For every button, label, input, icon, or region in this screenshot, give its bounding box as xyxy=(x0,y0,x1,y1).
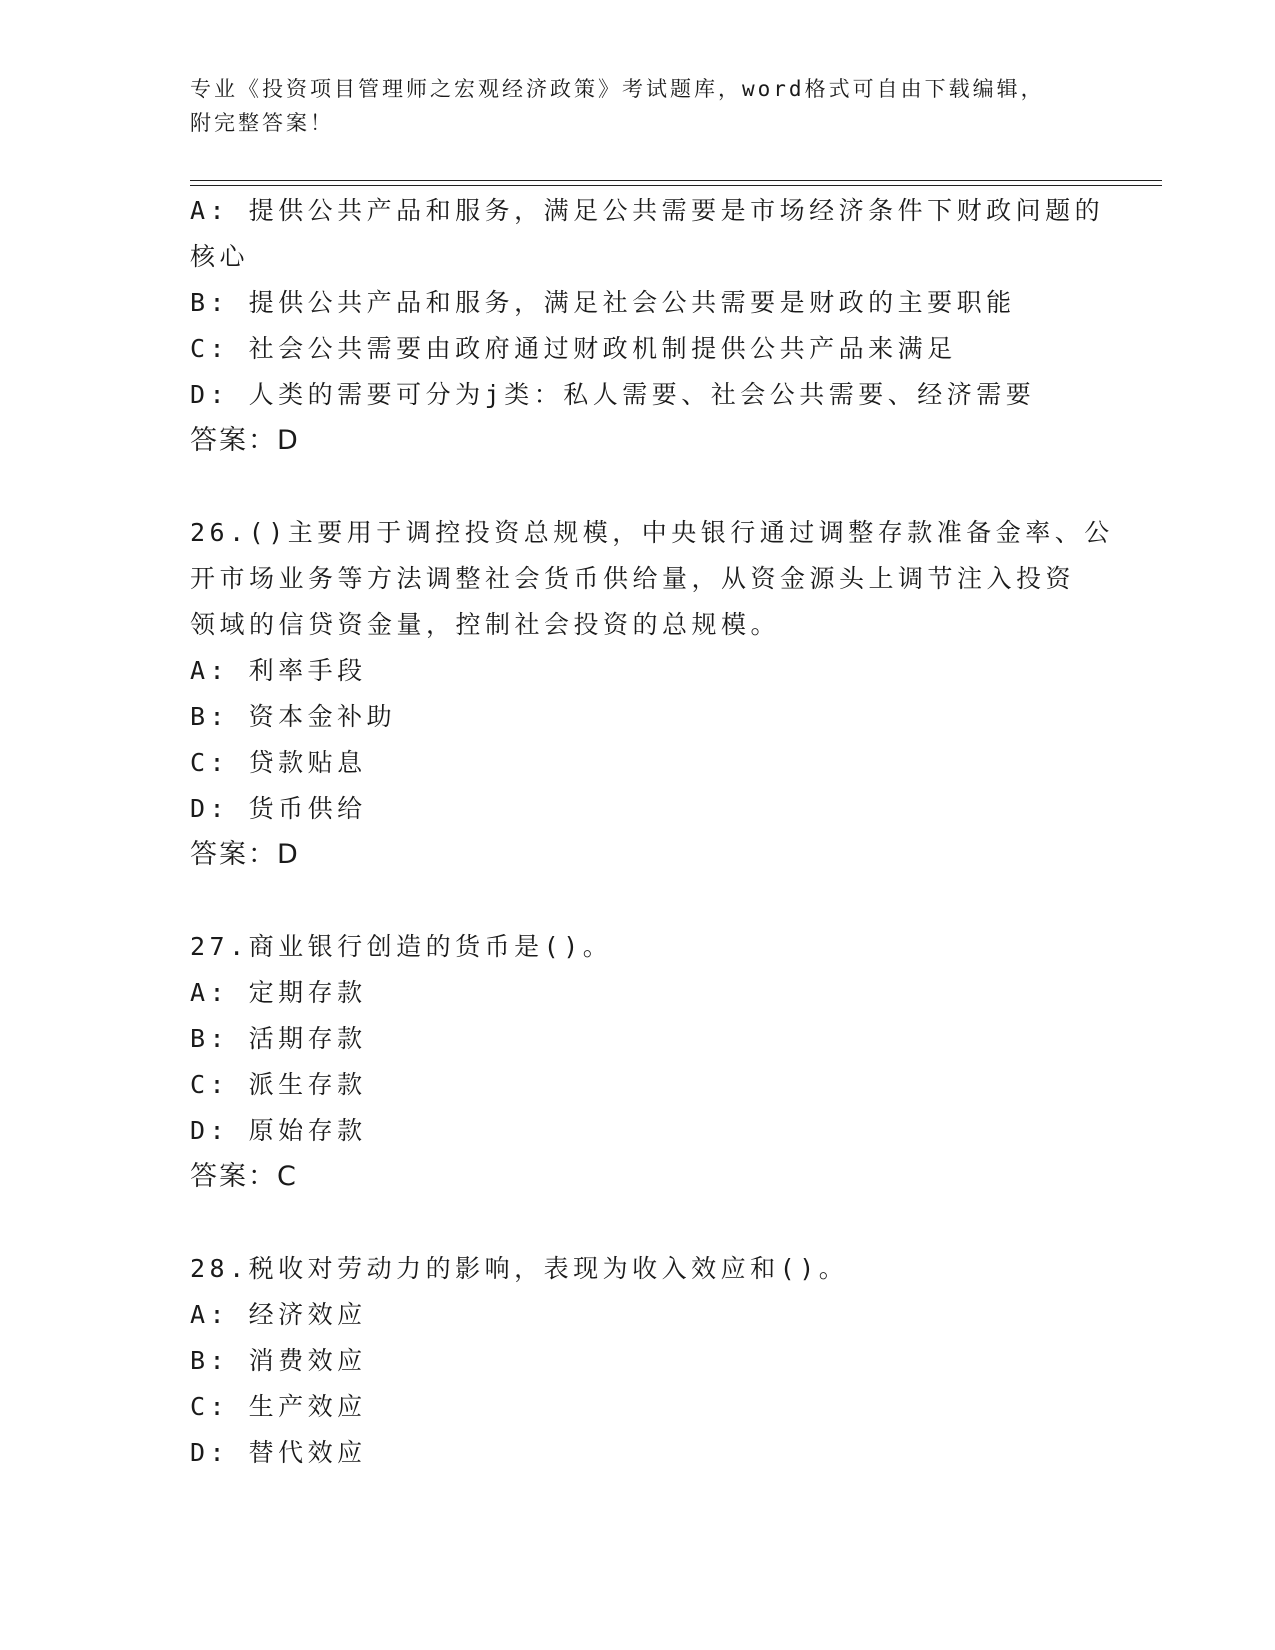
q28-option-d: D: 替代效应 xyxy=(190,1438,367,1467)
q25-option-a: A: 提供公共产品和服务，满足公共需要是市场经济条件下财政问题的 xyxy=(190,196,1105,225)
question-28-block xyxy=(190,1246,1120,1476)
q26-stem-line-2: 开市场业务等方法调整社会货币供给量，从资金源头上调节注入投资 xyxy=(190,564,1076,593)
document-header xyxy=(190,72,1090,140)
q28-option-c: C: 生产效应 xyxy=(190,1392,367,1421)
header-divider-bottom xyxy=(190,185,1162,186)
spacer xyxy=(190,878,1120,924)
header-line-2: 附完整答案！ xyxy=(190,111,334,135)
q26-option-b: B: 资本金补助 xyxy=(190,702,397,731)
q27-option-b: B: 活期存款 xyxy=(190,1024,367,1053)
q26-answer: 答案：D xyxy=(190,839,300,870)
q25-option-a-continued: 核心 xyxy=(190,242,250,271)
q27-option-d: D: 原始存款 xyxy=(190,1116,367,1145)
question-26-block xyxy=(190,510,1120,878)
q27-answer: 答案：C xyxy=(190,1161,298,1192)
question-27-block xyxy=(190,924,1120,1200)
q28-option-a: A: 经济效应 xyxy=(190,1300,367,1329)
header-divider-top xyxy=(190,180,1162,181)
q25-option-b: B: 提供公共产品和服务，满足社会公共需要是财政的主要职能 xyxy=(190,288,1016,317)
q27-option-a: A: 定期存款 xyxy=(190,978,367,1007)
header-line-1: 专业《投资项目管理师之宏观经济政策》考试题库，word格式可自由下载编辑， xyxy=(190,77,1045,101)
q28-option-b: B: 消费效应 xyxy=(190,1346,367,1375)
question-25-block xyxy=(190,188,1120,464)
q27-option-c: C: 派生存款 xyxy=(190,1070,367,1099)
q26-option-c: C: 贷款贴息 xyxy=(190,748,367,777)
q26-option-a: A: 利率手段 xyxy=(190,656,367,685)
spacer xyxy=(190,1200,1120,1246)
q25-option-d: D: 人类的需要可分为j类：私人需要、社会公共需要、经济需要 xyxy=(190,380,1036,409)
q27-stem: 27.商业银行创造的货币是()。 xyxy=(190,932,613,961)
q25-option-c: C: 社会公共需要由政府通过财政机制提供公共产品来满足 xyxy=(190,334,957,363)
q28-stem: 28.税收对劳动力的影响，表现为收入效应和()。 xyxy=(190,1254,849,1283)
q26-stem-line-3: 领域的信贷资金量，控制社会投资的总规模。 xyxy=(190,610,781,639)
q25-answer: 答案：D xyxy=(190,425,300,456)
q26-option-d: D: 货币供给 xyxy=(190,794,367,823)
question-list xyxy=(190,188,1120,1476)
q26-stem-line-1: 26.()主要用于调控投资总规模，中央银行通过调整存款准备金率、公 xyxy=(190,518,1114,547)
spacer xyxy=(190,464,1120,510)
